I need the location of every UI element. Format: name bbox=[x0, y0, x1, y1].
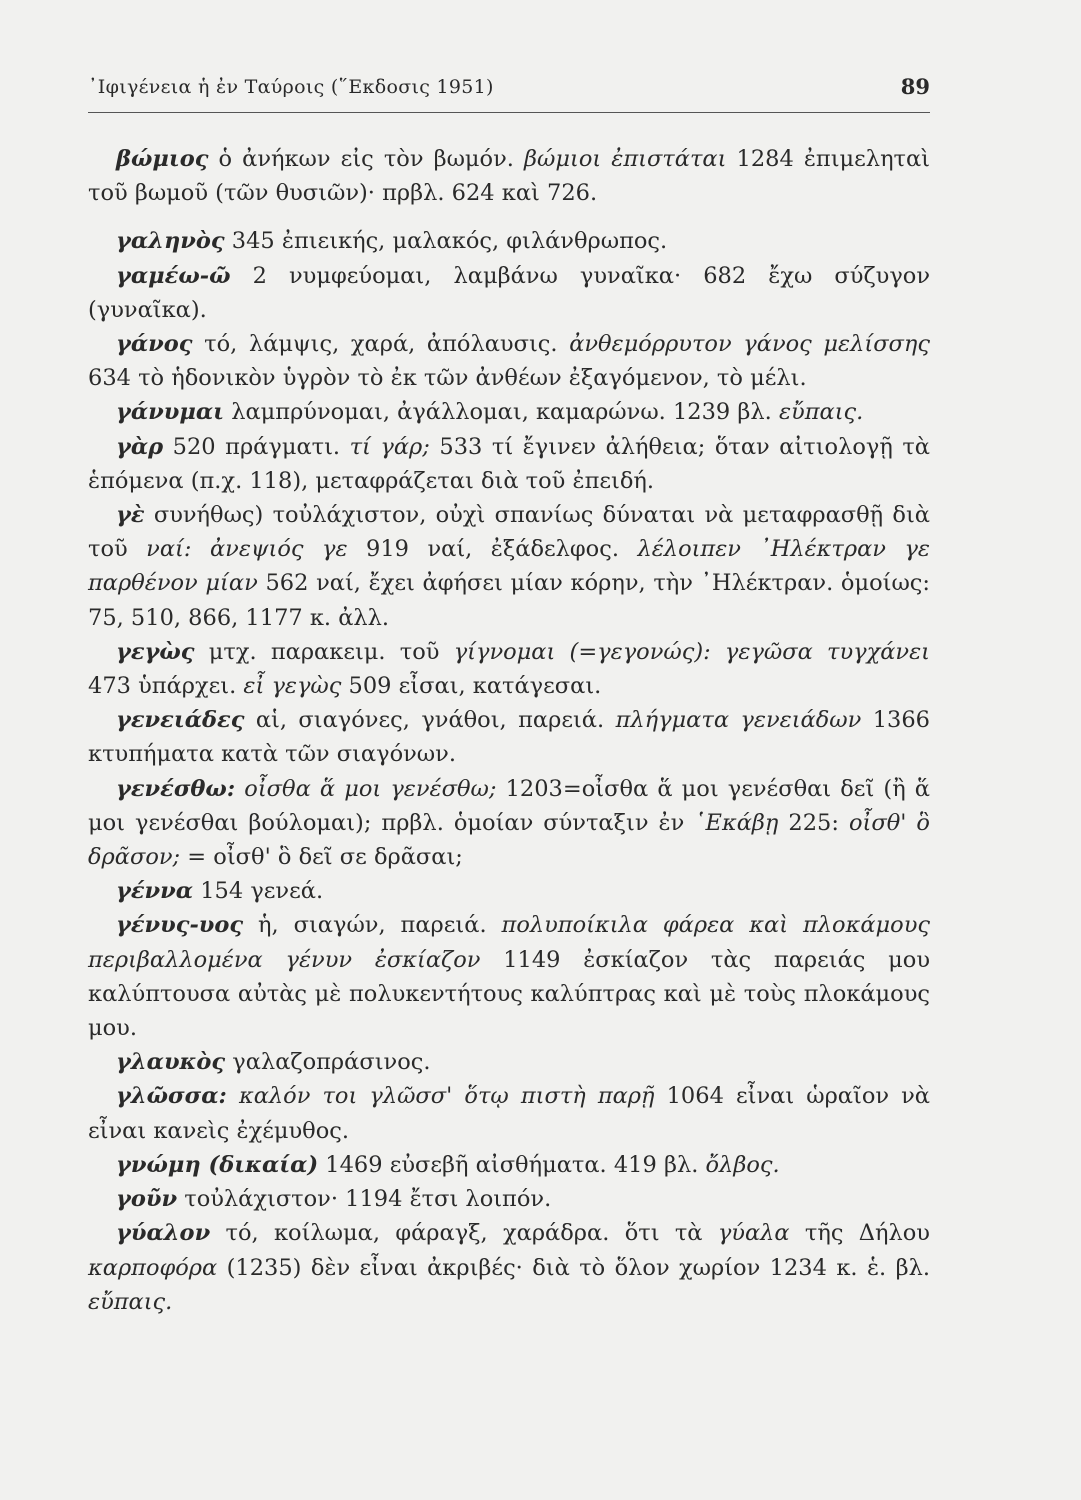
entry-quotation: τί γάρ; bbox=[349, 433, 430, 460]
entry-headword: γὰρ bbox=[116, 433, 164, 460]
glossary-entry bbox=[88, 259, 930, 327]
entry-text: 2 νυμφεύομαι, λαμβάνω γυναῖκα· 682 ἔχω σύζυγον (γυναῖκα). bbox=[88, 262, 930, 323]
entry-quotation: ναί: ἀνεψιός γε bbox=[146, 536, 348, 563]
entry-text: 154 γενεά. bbox=[193, 878, 324, 905]
entry-text: τό, κοίλωμα, φάραγξ, χαράδρα. ὅτι τὰ bbox=[210, 1220, 718, 1247]
page-header bbox=[88, 76, 930, 113]
entry-text: λαμπρύνομαι, ἀγάλλομαι, καμαρώνω. 1239 βλ. bbox=[224, 399, 779, 426]
entry-headword: γλῶσσα: bbox=[116, 1083, 227, 1110]
glossary-entry bbox=[88, 395, 930, 429]
entry-text: 520 πράγματι. bbox=[163, 433, 350, 460]
entry-text: 1149 ἐσκίαζον τὰς παρειάς μου καλύπτουσα αὐτὰς μὲ πολυκεντήτους καλύπτρας καὶ μὲ τοὺς πλοκάμους μου. bbox=[88, 946, 931, 1042]
entry-quotation: ῾Εκάβῃ bbox=[694, 809, 779, 836]
glossary-entry bbox=[88, 1045, 930, 1079]
entry-headword: γνώμη (δικαία) bbox=[116, 1151, 319, 1178]
entry-text: τοὐλάχιστον· 1194 ἔτσι λοιπόν. bbox=[177, 1186, 552, 1213]
entry-text: 509 εἶσαι, κατάγεσαι. bbox=[341, 673, 602, 700]
entry-quotation: γίγνομαι (=γεγονώς): γεγῶσα τυγχάνει bbox=[453, 638, 931, 665]
entry-headword: γενέσθω: bbox=[116, 775, 236, 802]
entry-text: ἡ, σιαγών, παρειά. bbox=[243, 912, 502, 939]
glossary-entry bbox=[88, 908, 930, 1045]
glossary-entry bbox=[88, 498, 930, 635]
entry-text: 634 τὸ ἡδονικὸν ὑγρὸν τὸ ἐκ τῶν ἀνθέων ἐξαγόμενον, τὸ μέλι. bbox=[88, 365, 807, 392]
entry-text: 1203=οἶσθα ἅ μοι γενέσθαι δεῖ (ἢ ἅ μοι γενέσθαι βούλομαι); πρβλ. ὁμοίαν σύνταξιν ἐν bbox=[88, 775, 931, 836]
entry-text: 533 τί ἔγινεν ἀλήθεια; ὅταν αἰτιολογῇ τὰ ἑπόμενα (π.χ. 118), μεταφράζεται διὰ τοῦ ἐπειδή. bbox=[88, 433, 930, 494]
entry-text: 1284 ἐπιμεληταὶ τοῦ βωμοῦ (τῶν θυσιῶν)· πρβλ. 624 καὶ 726. bbox=[88, 146, 931, 207]
entry-quotation: οἶσθ' ὃ δρᾶσον; bbox=[88, 809, 930, 871]
page-number: 89 bbox=[900, 74, 930, 99]
entry-quotation: εἶ γεγὼς bbox=[243, 673, 342, 700]
entry-headword: γένυς-υος bbox=[116, 912, 244, 939]
glossary-entry bbox=[88, 635, 930, 703]
entry-quotation: καλόν τοι γλῶσσ' ὅτῳ πιστὴ παρῇ bbox=[238, 1083, 655, 1110]
entry-quotation: ἀνθεμόρρυτον γάνος μελίσσης bbox=[569, 331, 930, 358]
entry-quotation: λέλοιπεν ᾿Ηλέκτραν γε παρθένον μίαν bbox=[88, 536, 930, 597]
entry-text: 919 ναί, ἐξάδελφος. bbox=[347, 536, 638, 563]
entry-headword: γὲ bbox=[116, 502, 145, 529]
glossary-entry bbox=[88, 430, 930, 498]
entry-quotation: καρποφόρα bbox=[88, 1254, 218, 1281]
entry-headword: γάνος bbox=[116, 331, 193, 358]
entry-headword: γενειάδες bbox=[116, 707, 245, 734]
entry-quotation: πολυποίκιλα φάρεα καὶ πλοκάμους περιβαλλομένα γένυν ἐσκίαζον bbox=[88, 912, 930, 973]
glossary-entry bbox=[88, 1148, 930, 1182]
entry-text: 225: bbox=[778, 809, 849, 836]
entry-headword: βώμιος bbox=[116, 146, 209, 172]
glossary-entry bbox=[88, 772, 930, 875]
glossary-entries bbox=[88, 142, 930, 1319]
entry-headword: γλαυκὸς bbox=[116, 1049, 226, 1076]
entry-text: = οἶσθ' ὃ δεῖ σε δρᾶσαι; bbox=[180, 844, 463, 871]
entry-headword: γαληνὸς bbox=[116, 228, 225, 255]
entry-headword: γαμέω-ῶ bbox=[116, 262, 231, 289]
glossary-entry bbox=[88, 1079, 930, 1147]
entry-quotation: οἶσθα ἅ μοι γενέσθω; bbox=[244, 775, 497, 802]
entry-headword: γύαλον bbox=[116, 1220, 211, 1247]
entry-quotation: εὔπαις. bbox=[778, 399, 864, 426]
entry-text bbox=[235, 776, 244, 802]
entry-text: συνήθως) τοὐλάχιστον, οὐχὶ σπανίως δύναται νὰ μεταφρασθῇ διὰ τοῦ bbox=[88, 502, 930, 563]
entry-text: τό, λάμψις, χαρά, ἀπόλαυσις. bbox=[192, 331, 570, 358]
entry-quotation: γύαλα bbox=[717, 1220, 790, 1247]
entry-text: γαλαζοπράσινος. bbox=[225, 1049, 431, 1076]
glossary-entry bbox=[88, 1182, 930, 1216]
entry-text: 345 ἐπιεικής, μαλακός, φιλάνθρωπος. bbox=[224, 228, 668, 255]
entry-text: 1064 εἶναι ὡραῖον νὰ εἶναι κανεὶς ἐχέμυθος. bbox=[88, 1083, 930, 1144]
entry-quotation: ὄλβος. bbox=[705, 1151, 780, 1178]
entry-text: αἱ, σιαγόνες, γνάθοι, παρειά. bbox=[244, 707, 616, 734]
glossary-entry bbox=[88, 1216, 930, 1319]
glossary-entry bbox=[88, 327, 930, 395]
entry-text: 562 ναί, ἔχει ἀφήσει μίαν κόρην, τὴν ᾿Ηλέκτραν. ὁμοίως: 75, 510, 866, 1177 κ. ἀλλ. bbox=[88, 570, 930, 631]
entry-text: μτχ. παρακειμ. τοῦ bbox=[194, 638, 454, 665]
running-title: ᾿Ιφιγένεια ἡ ἐν Ταύροις (῞Εκδοσις 1951) bbox=[88, 76, 494, 98]
entry-headword: γάνυμαι bbox=[116, 399, 225, 426]
glossary-entry bbox=[88, 703, 930, 771]
glossary-entry bbox=[88, 874, 930, 908]
entry-quotation: βώμιοι ἐπιστάται bbox=[524, 146, 727, 172]
entry-headword: γεγὼς bbox=[116, 638, 195, 665]
entry-text: (1235) δὲν εἶναι ἀκριβές· διὰ τὸ ὅλον χωρίον 1234 κ. ἑ. βλ. bbox=[217, 1254, 930, 1281]
entry-text: 1469 εὐσεβῆ αἰσθήματα. 419 βλ. bbox=[318, 1151, 706, 1178]
entry-text: ὁ ἀνήκων εἰς τὸν βωμόν. bbox=[208, 146, 525, 172]
entry-text bbox=[227, 1083, 239, 1109]
glossary-entry bbox=[88, 142, 930, 210]
entry-text: 473 ὑπάρχει. bbox=[88, 673, 244, 700]
entry-quotation: πλήγματα γενειάδων bbox=[615, 707, 862, 734]
entry-headword: γοῦν bbox=[116, 1186, 178, 1213]
glossary-entry bbox=[88, 224, 930, 258]
entry-headword: γέννα bbox=[116, 878, 194, 905]
entry-text: τῆς Δήλου bbox=[789, 1220, 930, 1247]
entry-text: 1366 κτυπήματα κατὰ τῶν σιαγόνων. bbox=[88, 707, 930, 768]
entry-quotation: εὔπαις. bbox=[88, 1288, 173, 1315]
